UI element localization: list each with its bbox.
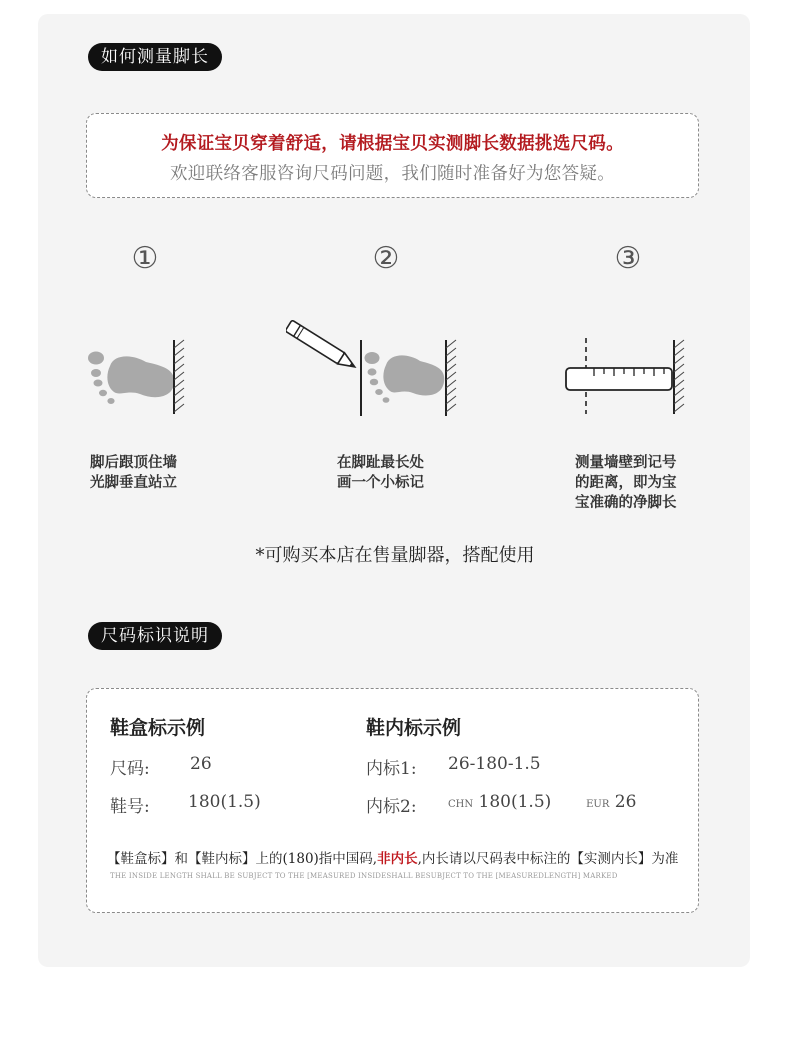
shoebox-size-label: 尺码: xyxy=(110,759,150,779)
inner-label-2: 内标2: xyxy=(366,797,417,817)
step-2-number: ② xyxy=(372,241,400,276)
intro-line-2: 欢迎联络客服咨询尺码问题，我们随时准备好为您答疑。 xyxy=(170,164,615,184)
legal-part-2: ,内长请以尺码表中标注的【实测内长】为准 xyxy=(417,851,679,867)
section-title-how-to-measure: 如何测量脚长 xyxy=(88,43,222,71)
ruler-wall-icon xyxy=(560,336,690,416)
step-1-description xyxy=(90,453,177,493)
inner-value-1: 26-180-1.5 xyxy=(448,754,541,774)
intro-box xyxy=(86,113,699,198)
step-1-line-1: 脚后跟顶住墙 xyxy=(90,454,177,471)
shoebox-shoe-value: 180(1.5) xyxy=(188,792,261,812)
intro-line-1: 为保证宝贝穿着舒适，请根据宝贝实测脚长数据挑选尺码。 xyxy=(161,134,624,154)
step-2-line-1: 在脚趾最长处 xyxy=(337,454,424,471)
step-2-description xyxy=(337,453,424,493)
inner-label-1: 内标1: xyxy=(366,759,417,779)
step-3-line-3: 宝准确的净脚长 xyxy=(575,494,677,511)
section-title-size-label: 尺码标识说明 xyxy=(88,622,222,650)
step-1-number: ① xyxy=(131,241,159,276)
inner-label-heading: 鞋内标示例 xyxy=(366,717,462,739)
chn-value: 180(1.5) xyxy=(478,792,552,812)
pencil-foot-icon xyxy=(286,316,466,418)
shoebox-heading: 鞋盒标示例 xyxy=(110,717,206,739)
shoebox-shoe-label: 鞋号: xyxy=(110,797,150,817)
size-legal-note xyxy=(107,847,678,867)
legal-part-1: 【鞋盒标】和【鞋内标】上的(180)指中国码, xyxy=(107,851,378,867)
size-legal-note-en: THE INSIDE LENGTH SHALL BE SUBJECT TO THE [MEASURED INSIDESHALL BESUBJECT TO THE [MEASUREDLENGTH] MARKED xyxy=(110,872,618,880)
eur-tag: EUR xyxy=(586,799,610,810)
measuring-tool-note: *可购买本店在售量脚器，搭配使用 xyxy=(255,545,535,566)
step-3-number: ③ xyxy=(614,241,642,276)
step-3-line-2: 的距离，即为宝 xyxy=(575,474,677,491)
step-3-description xyxy=(575,453,677,513)
eur-value: 26 xyxy=(614,792,637,812)
shoebox-size-value: 26 xyxy=(190,754,212,774)
inner-value-2 xyxy=(448,792,636,812)
step-2-line-2: 画一个小标记 xyxy=(337,474,424,491)
foot-wall-icon xyxy=(84,336,194,416)
step-3-line-1: 测量墙壁到记号 xyxy=(575,454,677,471)
legal-highlight: 非内长 xyxy=(377,851,418,867)
step-1-line-2: 光脚垂直站立 xyxy=(90,474,177,491)
chn-tag: CHN xyxy=(448,799,474,810)
